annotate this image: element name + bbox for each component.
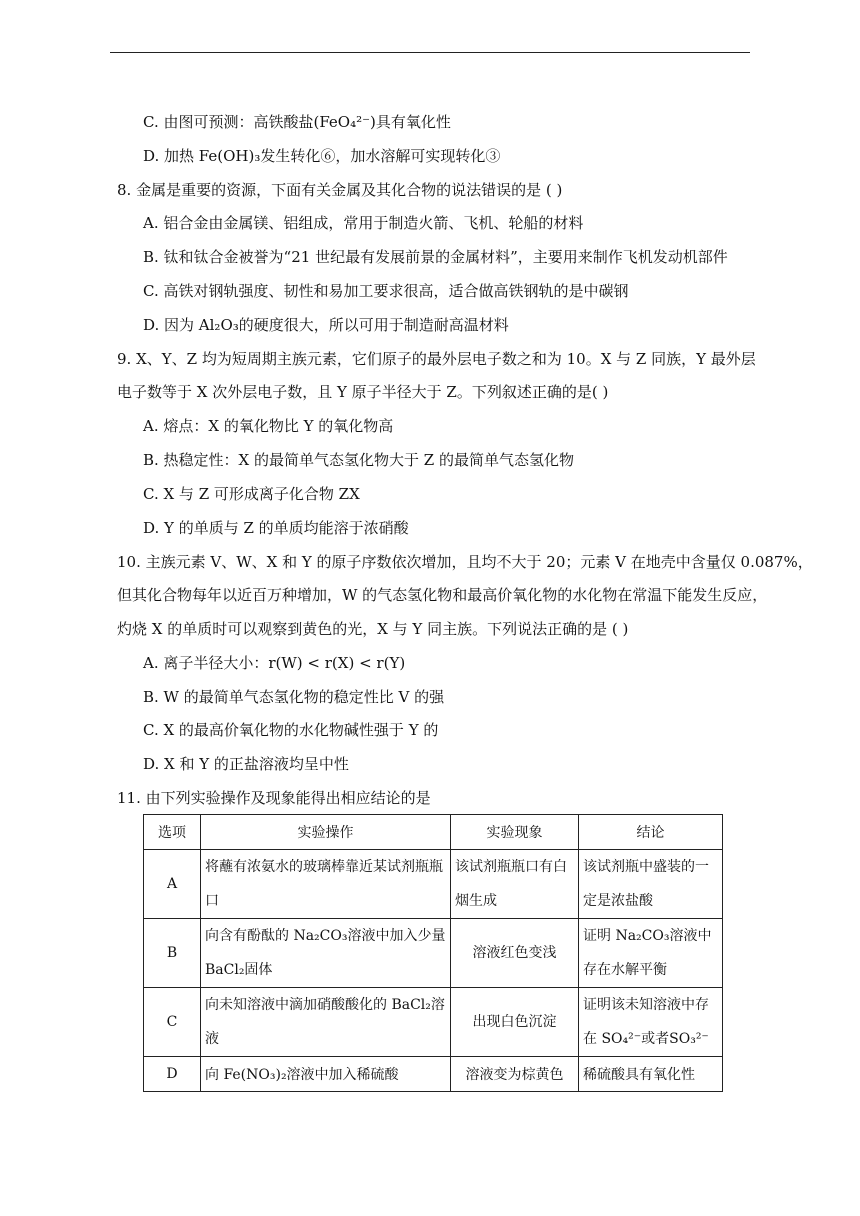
row-phenomenon: 溶液红色变浅 xyxy=(451,919,579,988)
row-phenomenon: 溶液变为棕黄色 xyxy=(451,1057,579,1092)
table-row xyxy=(144,988,723,1057)
q10-stem-line1: 10. 主族元素 V、W、X 和 Y 的原子序数依次增加，且均不大于 20；元素 V 在地壳中含量仅 0.087%， xyxy=(117,553,813,571)
row-option: B xyxy=(144,919,201,988)
q10-option-d: D. X 和 Y 的正盐溶液均呈中性 xyxy=(143,755,349,773)
q10-option-b: B. W 的最简单气态氢化物的稳定性比 V 的强 xyxy=(143,688,445,706)
q8-option-c: C. 高铁对钢轨强度、韧性和易加工要求很高，适合做高铁钢轨的是中碳钢 xyxy=(143,282,629,300)
table-row xyxy=(144,919,723,988)
table-row xyxy=(144,850,723,919)
q10-stem-line3: 灼烧 X 的单质时可以观察到黄色的光，X 与 Y 同主族。下列说法正确的是 ( ) xyxy=(117,620,629,638)
q10-stem-line2: 但其化合物每年以近百万种增加，W 的气态氢化物和最高价氧化物的水化物在常温下能发生反应， xyxy=(117,586,768,604)
row-option: D xyxy=(144,1057,201,1092)
q11-stem: 11. 由下列实验操作及现象能得出相应结论的是 xyxy=(117,789,431,807)
row-operation: 向 Fe(NO₃)₂溶液中加入稀硫酸 xyxy=(201,1057,451,1092)
row-phenomenon: 出现白色沉淀 xyxy=(451,988,579,1057)
header-operation: 实验操作 xyxy=(201,815,451,850)
q8-option-b: B. 钛和钛合金被誉为“21 世纪最有发展前景的金属材料”，主要用来制作飞机发动机部件 xyxy=(143,248,728,266)
row-operation: 向含有酚酞的 Na₂CO₃溶液中加入少量 BaCl₂固体 xyxy=(201,919,451,988)
header-rule xyxy=(110,52,750,53)
q7-option-d: D. 加热 Fe(OH)₃发生转化⑥，加水溶解可实现转化③ xyxy=(143,147,501,165)
row-option: C xyxy=(144,988,201,1057)
header-conclusion: 结论 xyxy=(579,815,723,850)
q10-option-c: C. X 的最高价氧化物的水化物碱性强于 Y 的 xyxy=(143,721,439,739)
row-option: A xyxy=(144,850,201,919)
q9-option-b: B. 热稳定性：X 的最简单气态氢化物大于 Z 的最简单气态氢化物 xyxy=(143,451,574,469)
row-conclusion: 稀硫酸具有氧化性 xyxy=(579,1057,723,1092)
header-phenomenon: 实验现象 xyxy=(451,815,579,850)
table-header-row xyxy=(144,815,723,850)
q9-option-a: A. 熔点：X 的氧化物比 Y 的氧化物高 xyxy=(143,417,394,435)
row-phenomenon: 该试剂瓶瓶口有白烟生成 xyxy=(451,850,579,919)
q8-stem: 8. 金属是重要的资源，下面有关金属及其化合物的说法错误的是 ( ) xyxy=(117,181,563,199)
experiment-table xyxy=(143,814,723,1092)
row-conclusion: 该试剂瓶中盛装的一定是浓盐酸 xyxy=(579,850,723,919)
row-conclusion: 证明该未知溶液中存在 SO₄²⁻或者SO₃²⁻ xyxy=(579,988,723,1057)
table-row xyxy=(144,1057,723,1092)
q9-stem-line1: 9. X、Y、Z 均为短周期主族元素，它们原子的最外层电子数之和为 10。X 与 Z 同族，Y 最外层 xyxy=(117,350,756,368)
row-operation: 向未知溶液中滴加硝酸酸化的 BaCl₂溶液 xyxy=(201,988,451,1057)
q9-option-d: D. Y 的单质与 Z 的单质均能溶于浓硝酸 xyxy=(143,519,409,537)
q9-stem-line2: 电子数等于 X 次外层电子数，且 Y 原子半径大于 Z。下列叙述正确的是( ) xyxy=(117,383,609,401)
q8-option-a: A. 铝合金由金属镁、铝组成，常用于制造火箭、飞机、轮船的材料 xyxy=(143,214,584,232)
q8-option-d: D. 因为 Al₂O₃的硬度很大，所以可用于制造耐高温材料 xyxy=(143,316,509,334)
q10-option-a: A. 离子半径大小：r(W) < r(X) < r(Y) xyxy=(143,654,406,672)
header-option: 选项 xyxy=(144,815,201,850)
row-operation: 将蘸有浓氨水的玻璃棒靠近某试剂瓶瓶口 xyxy=(201,850,451,919)
row-conclusion: 证明 Na₂CO₃溶液中存在水解平衡 xyxy=(579,919,723,988)
q9-option-c: C. X 与 Z 可形成离子化合物 ZX xyxy=(143,485,360,503)
q7-option-c: C. 由图可预测：高铁酸盐(FeO₄²⁻)具有氧化性 xyxy=(143,113,451,131)
